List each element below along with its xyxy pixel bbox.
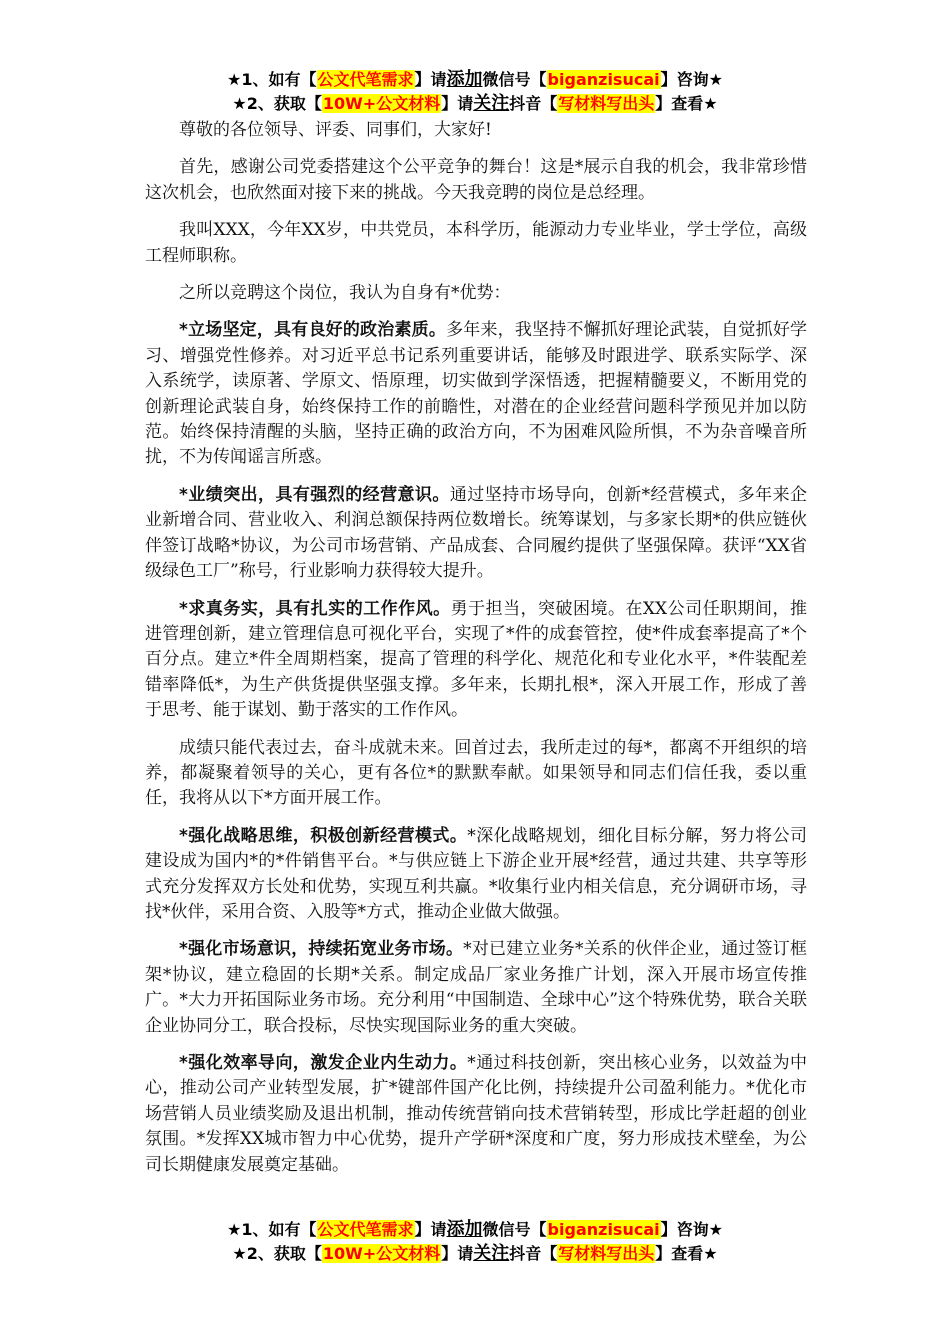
- paragraph: [145, 318, 807, 470]
- top-banner: [0, 68, 950, 116]
- banner-text: ★1、如有【: [227, 1220, 317, 1239]
- highlight-text: 公文代笔需求: [317, 70, 414, 89]
- paragraph-text: 成绩只能代表过去，奋斗成就未来。回首过去，我所走过的每*，都离不开组织的培养，都凝聚着领导的关心，更有各位*的默默奉献。如果领导和同志们信任我，委以重任，我将从以下*方面开展工作。: [145, 737, 807, 809]
- banner-text: 抖音【: [509, 1244, 558, 1263]
- paragraph: [145, 155, 807, 206]
- banner-text: ★2、获取【: [232, 1244, 322, 1263]
- paragraph-text: *深化战略规划，细化目标分解，努力将公司建设成为国内*的*件销售平台。*与供应链上下游企业开展*经营，通过共建、共享等形式充分发挥双方长处和优势，实现互利共赢。*收集行业内相关信息，充分调研市场，寻找*伙伴，采用合资、入股等*方式，推动企业做大做强。: [145, 825, 808, 922]
- banner-line-1: [0, 68, 950, 92]
- highlight-text: biganzisucai: [547, 1220, 660, 1239]
- highlight-text: 10W+公文材料: [322, 1244, 441, 1263]
- highlight-text: biganzisucai: [547, 70, 660, 89]
- paragraph-text: 我叫XXX，今年XX岁，中共党员，本科学历，能源动力专业毕业，学士学位，高级工程师职称。: [145, 220, 807, 266]
- banner-text: 】查看★: [655, 1244, 718, 1263]
- paragraph-text: 勇于担当，突破困境。在XX公司任职期间，推进管理创新，建立管理信息可视化平台，实现了*件的成套管控，使*件成套率提高了*个百分点。建立*件全周期档案，提高了管理的科学化、规范化和专业化水平，*件装配差错率降低*，为生产供货提供坚强支撑。多年来，长期扎根*，深入开展工作，形成了善于思考、能于谋划、勤于落实的工作作风。: [145, 598, 807, 721]
- underlined-text: 添加: [446, 1219, 483, 1240]
- paragraph-text: 首先，感谢公司党委搭建这个公平竞争的舞台！这是*展示自我的机会，我非常珍惜这次机会，也欣然面对接下来的挑战。今天我竞聘的岗位是总经理。: [145, 157, 807, 203]
- banner-text: 】请: [441, 1244, 474, 1263]
- paragraph-heading: *业绩突出，具有强烈的经营意识。: [179, 484, 450, 505]
- underlined-text: 关注: [473, 1243, 510, 1264]
- paragraph-heading: *强化战略思维，积极创新经营模式。: [179, 825, 468, 846]
- banner-text: ★2、获取【: [232, 94, 322, 113]
- paragraph-text: 通过坚持市场导向，创新*经营模式，多年来企业新增合同、营业收入、利润总额保持两位数增长。统筹谋划，与多家长期*的供应链伙伴签订战略*协议，为公司市场营销、产品成套、合同履约提供了坚强保障。获评“XX省级绿色工厂”称号，行业影响力获得较大提升。: [145, 484, 807, 582]
- paragraph: [145, 118, 807, 143]
- paragraph-text: *通过科技创新，突出核心业务，以效益为中心，推动公司产业转型发展，扩*键部件国产化比例，持续提升公司盈利能力。*优化市场营销人员业绩奖励及退出机制，推动传统营销向技术营销转型，形成比学赶超的创业氛围。*发挥XX城市智力中心优势，提升产学研*深度和广度，努力形成技术壁垒，为公司长期健康发展奠定基础。: [145, 1053, 808, 1175]
- banner-line-2: [0, 1242, 950, 1266]
- banner-text: 】咨询★: [660, 70, 723, 89]
- paragraph-text: *对已建立业务*关系的伙伴企业，通过签订框架*协议，建立稳固的长期*关系。制定成品厂家业务推广计划，深入开展市场宣传推广。*大力开拓国际业务市场。充分利用“中国制造、全球中心”这个特殊优势，联合关联企业协同分工，联合投标，尽快实现国际业务的重大突破。: [145, 939, 807, 1036]
- paragraph-heading: *强化效率导向，激发企业内生动力。: [179, 1053, 468, 1073]
- underlined-text: 关注: [473, 93, 510, 114]
- paragraph: [145, 483, 807, 585]
- document-body: [145, 118, 807, 1190]
- banner-text: 抖音【: [509, 94, 558, 113]
- banner-line-2: [0, 92, 950, 116]
- highlight-text: 写材料写出头: [558, 1244, 655, 1263]
- banner-text: 】咨询★: [660, 1220, 723, 1239]
- banner-text: 微信号【: [482, 1220, 547, 1239]
- paragraph-text: 之所以竞聘这个岗位，我认为自身有*优势：: [179, 283, 511, 304]
- paragraph-heading: *强化市场意识，持续拓宽业务市场。: [179, 939, 464, 960]
- paragraph: [145, 937, 807, 1039]
- bottom-banner: [0, 1218, 950, 1266]
- highlight-text: 写材料写出头: [558, 94, 655, 113]
- underlined-text: 添加: [446, 69, 483, 90]
- paragraph: [145, 597, 807, 724]
- paragraph-heading: *求真务实，具有扎实的工作作风。: [179, 598, 451, 619]
- paragraph: [145, 1051, 807, 1178]
- paragraph: [145, 218, 807, 269]
- highlight-text: 公文代笔需求: [317, 1220, 414, 1239]
- paragraph: [145, 824, 807, 926]
- banner-text: 】请: [441, 94, 474, 113]
- banner-text: 】请: [414, 1220, 447, 1239]
- highlight-text: 10W+公文材料: [322, 94, 441, 113]
- banner-text: ★1、如有【: [227, 70, 317, 89]
- paragraph: [145, 736, 807, 812]
- paragraph-heading: *立场坚定，具有良好的政治素质。: [179, 320, 447, 341]
- banner-text: 微信号【: [482, 70, 547, 89]
- banner-text: 】查看★: [655, 94, 718, 113]
- paragraph: [145, 281, 807, 306]
- paragraph-text: 多年来，我坚持不懈抓好理论武装，自觉抓好学习、增强党性修养。对习近平总书记系列重要讲话，能够及时跟进学、联系实际学、深入系统学，读原著、学原文、悟原理，切实做到学深悟透，把握精髓要义，不断用党的创新理论武装自身，始终保持工作的前瞻性，对潜在的企业经营问题科学预见并加以防范。始终保持清醒的头脑，坚持正确的政治方向，不为困难风险所惧，不为杂音噪音所扰，不为传闻谣言所惑。: [145, 320, 808, 468]
- banner-line-1: [0, 1218, 950, 1242]
- paragraph-text: 尊敬的各位领导、评委、同事们，大家好!: [179, 120, 492, 140]
- banner-text: 】请: [414, 70, 447, 89]
